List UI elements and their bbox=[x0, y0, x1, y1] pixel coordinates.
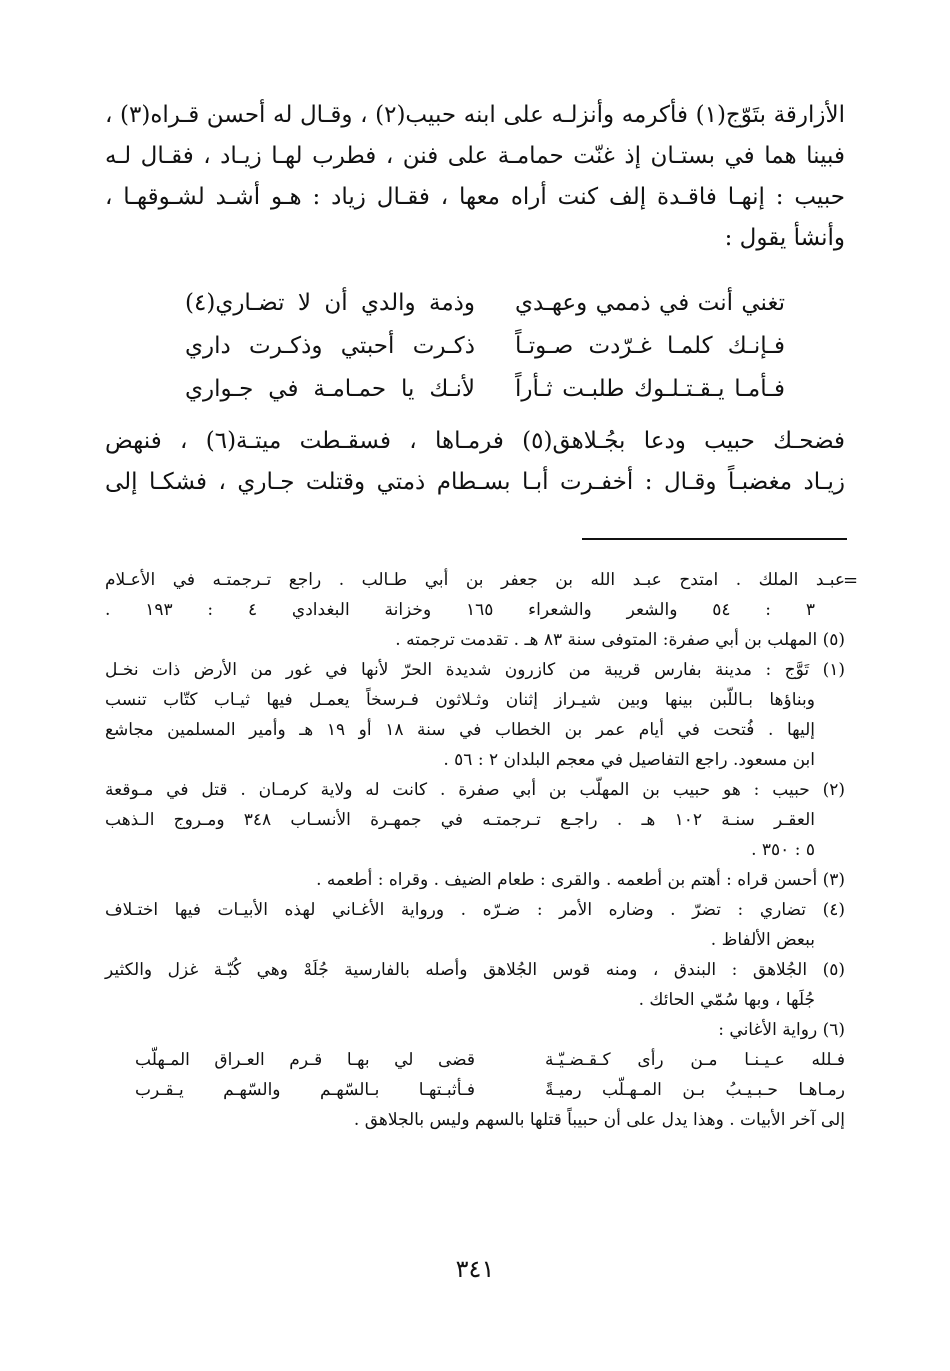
verse-second-hemistich: ذكـرت أحبتي وذكـرت داري bbox=[185, 333, 475, 359]
footnote-line: العقـر سنـة ١٠٢ هـ . راجـع تـرجمتـه في جمهـرة الأنسـاب ٣٤٨ ومـروج الـذهب bbox=[105, 810, 816, 830]
main-line: حبيب : إنهـا فاقـدة إلف كنت أراه معها ، فقـال زياد : هـو أشـد لشـوقهـا ، bbox=[105, 184, 845, 210]
footnote-line: وبناؤها بـاللّبن بينها وبين شيـراز إثنان وثـلاثون فـرسخاً يعمـل فيها ثيـاب كتّاب تنسب bbox=[105, 690, 815, 710]
poem-verses bbox=[185, 282, 785, 411]
footnote-line: ببعض الألفاظ . bbox=[710, 930, 815, 950]
verse-first-hemistich: فـلله عـيـنـا مـن رأى كـقـضـيّـة bbox=[545, 1050, 845, 1070]
verse-second-hemistich: لأنـك يا حمـامـة في جـواري bbox=[185, 376, 475, 402]
main-line: زيـاد مغضبـاً وقـال : أخفـرت أبـا بسـطام ذمتي وقتلت جـاري ، فشكـا إلى bbox=[105, 469, 845, 495]
verse-row bbox=[185, 282, 785, 325]
footnote-line: (٤) تضاري : تضرّ . وضاره الأمر : ضـرّه . ورواية الأغـاني لهذه الأبيـات فيها اختـلاف bbox=[105, 900, 845, 920]
footnote-line: (١) تَوَّج : مدينة بفارس قريبة من كازرون شديدة الحرّ لأنها في غور من الأرض ذات نخـل bbox=[105, 660, 845, 680]
footnote-line: جُلَها ، وبها سُمّي الحائك . bbox=[638, 990, 815, 1010]
verse-second-hemistich: وذمة والدي أن لا تضـاري(٤) bbox=[185, 290, 475, 316]
footnote-line: (٥) الجُلاهق : البندق ، ومنه قوس الجُلاهق وأصله بالفارسية جُلَهْ وهي كُبّـة غزل والكثير bbox=[105, 960, 845, 980]
main-text-continued bbox=[105, 421, 845, 503]
main-text bbox=[105, 95, 845, 259]
verse-first-hemistich: رمـاهـا حـبـيـبُ بـن المـهـلّب رميـةً bbox=[545, 1080, 845, 1100]
verse-first-hemistich: فـإنـك كلمـا غـرّدت صـوتـاً bbox=[515, 333, 785, 359]
footnote-line: (٢) حبيب : هو حبيب بن المهلّب بن أبي صفرة . كانت له ولاية كرمـان . قتل في مـوقعة bbox=[105, 780, 845, 800]
page-number: ٣٤١ bbox=[455, 1255, 495, 1283]
footnote-line: إلى آخر الأبيات . وهذا يدل على أن حبيباً قتلها بالسهم وليس بالجلاهق . bbox=[353, 1110, 845, 1130]
main-line: فبينا هما في بستـان إذ غنّت حمامـة على فنن ، فطرب لهـا زيـاد ، فقـال لـه bbox=[105, 143, 845, 169]
footnote-line: (٣) أحسن قراه : أهتم بن أطعمه . والقرى : طعام الضيف . وقراه : أطعمه . bbox=[316, 870, 845, 890]
footnote-divider bbox=[582, 538, 847, 540]
footnote-line: ابن مسعود. راجع التفاصيل في معجم البلدان ٢ : ٥٦ . bbox=[443, 750, 815, 770]
main-line: الأزارقة بتَوّج(١) فأكرمه وأنزلـه على ابنه حبيب(٢) ، وقـال له أحسن قـراه(٣) ، bbox=[105, 102, 846, 128]
footnote-line: (٦) رواية الأغاني : bbox=[718, 1020, 845, 1040]
main-line: وأنشأ يقول : bbox=[724, 225, 845, 251]
footnotes bbox=[105, 565, 845, 1135]
verse-row bbox=[185, 325, 785, 368]
verse-row bbox=[185, 368, 785, 411]
footnote-line: ٥ : ٣٥٠ . bbox=[751, 840, 815, 860]
footnote-line: (٥) المهلب بن أبي صفرة: المتوفى سنة ٨٣ هـ . تقدمت ترجمته . bbox=[395, 630, 845, 650]
footnote-verse-row bbox=[105, 1075, 845, 1105]
verse-second-hemistich: قضى لي بهـا قـرم العـراق المـهلّب bbox=[135, 1050, 475, 1070]
footnote-continuation-mark: = bbox=[843, 570, 859, 591]
footnote-line: إليها . فُتحت في أيام عمر بن الخطاب في سنة ١٨ أو ١٩ هـ وأمير المسلمين مجاشع bbox=[105, 720, 815, 740]
verse-second-hemistich: فـأثبـتهـا بـالسّهـم والسّهـم يـقـرب bbox=[135, 1080, 475, 1100]
main-line: فضحـك حبيب ودعا بجُـلاهق(٥) فرمـاها ، فسقـطت ميتـة(٦) ، فنهض bbox=[105, 428, 846, 454]
footnote-line: ٣ : ٥٤ والشعر والشعراء ١٦٥ وخزانة البغدادي ٤ : ١٩٣ . bbox=[105, 600, 815, 620]
verse-first-hemistich: تغني أنت في ذممي وعهـدي bbox=[515, 290, 785, 316]
verse-first-hemistich: فـأمـا يـقـتـلـوك طلبـت ثـأراً bbox=[515, 376, 785, 402]
footnote-verse-row bbox=[105, 1045, 845, 1075]
footnote-line: عبـد الملك . امتدح عبـد الله بن جعفر بن أبي طـالب . راجع تـرجمتـه في الأعـلام bbox=[105, 570, 845, 590]
